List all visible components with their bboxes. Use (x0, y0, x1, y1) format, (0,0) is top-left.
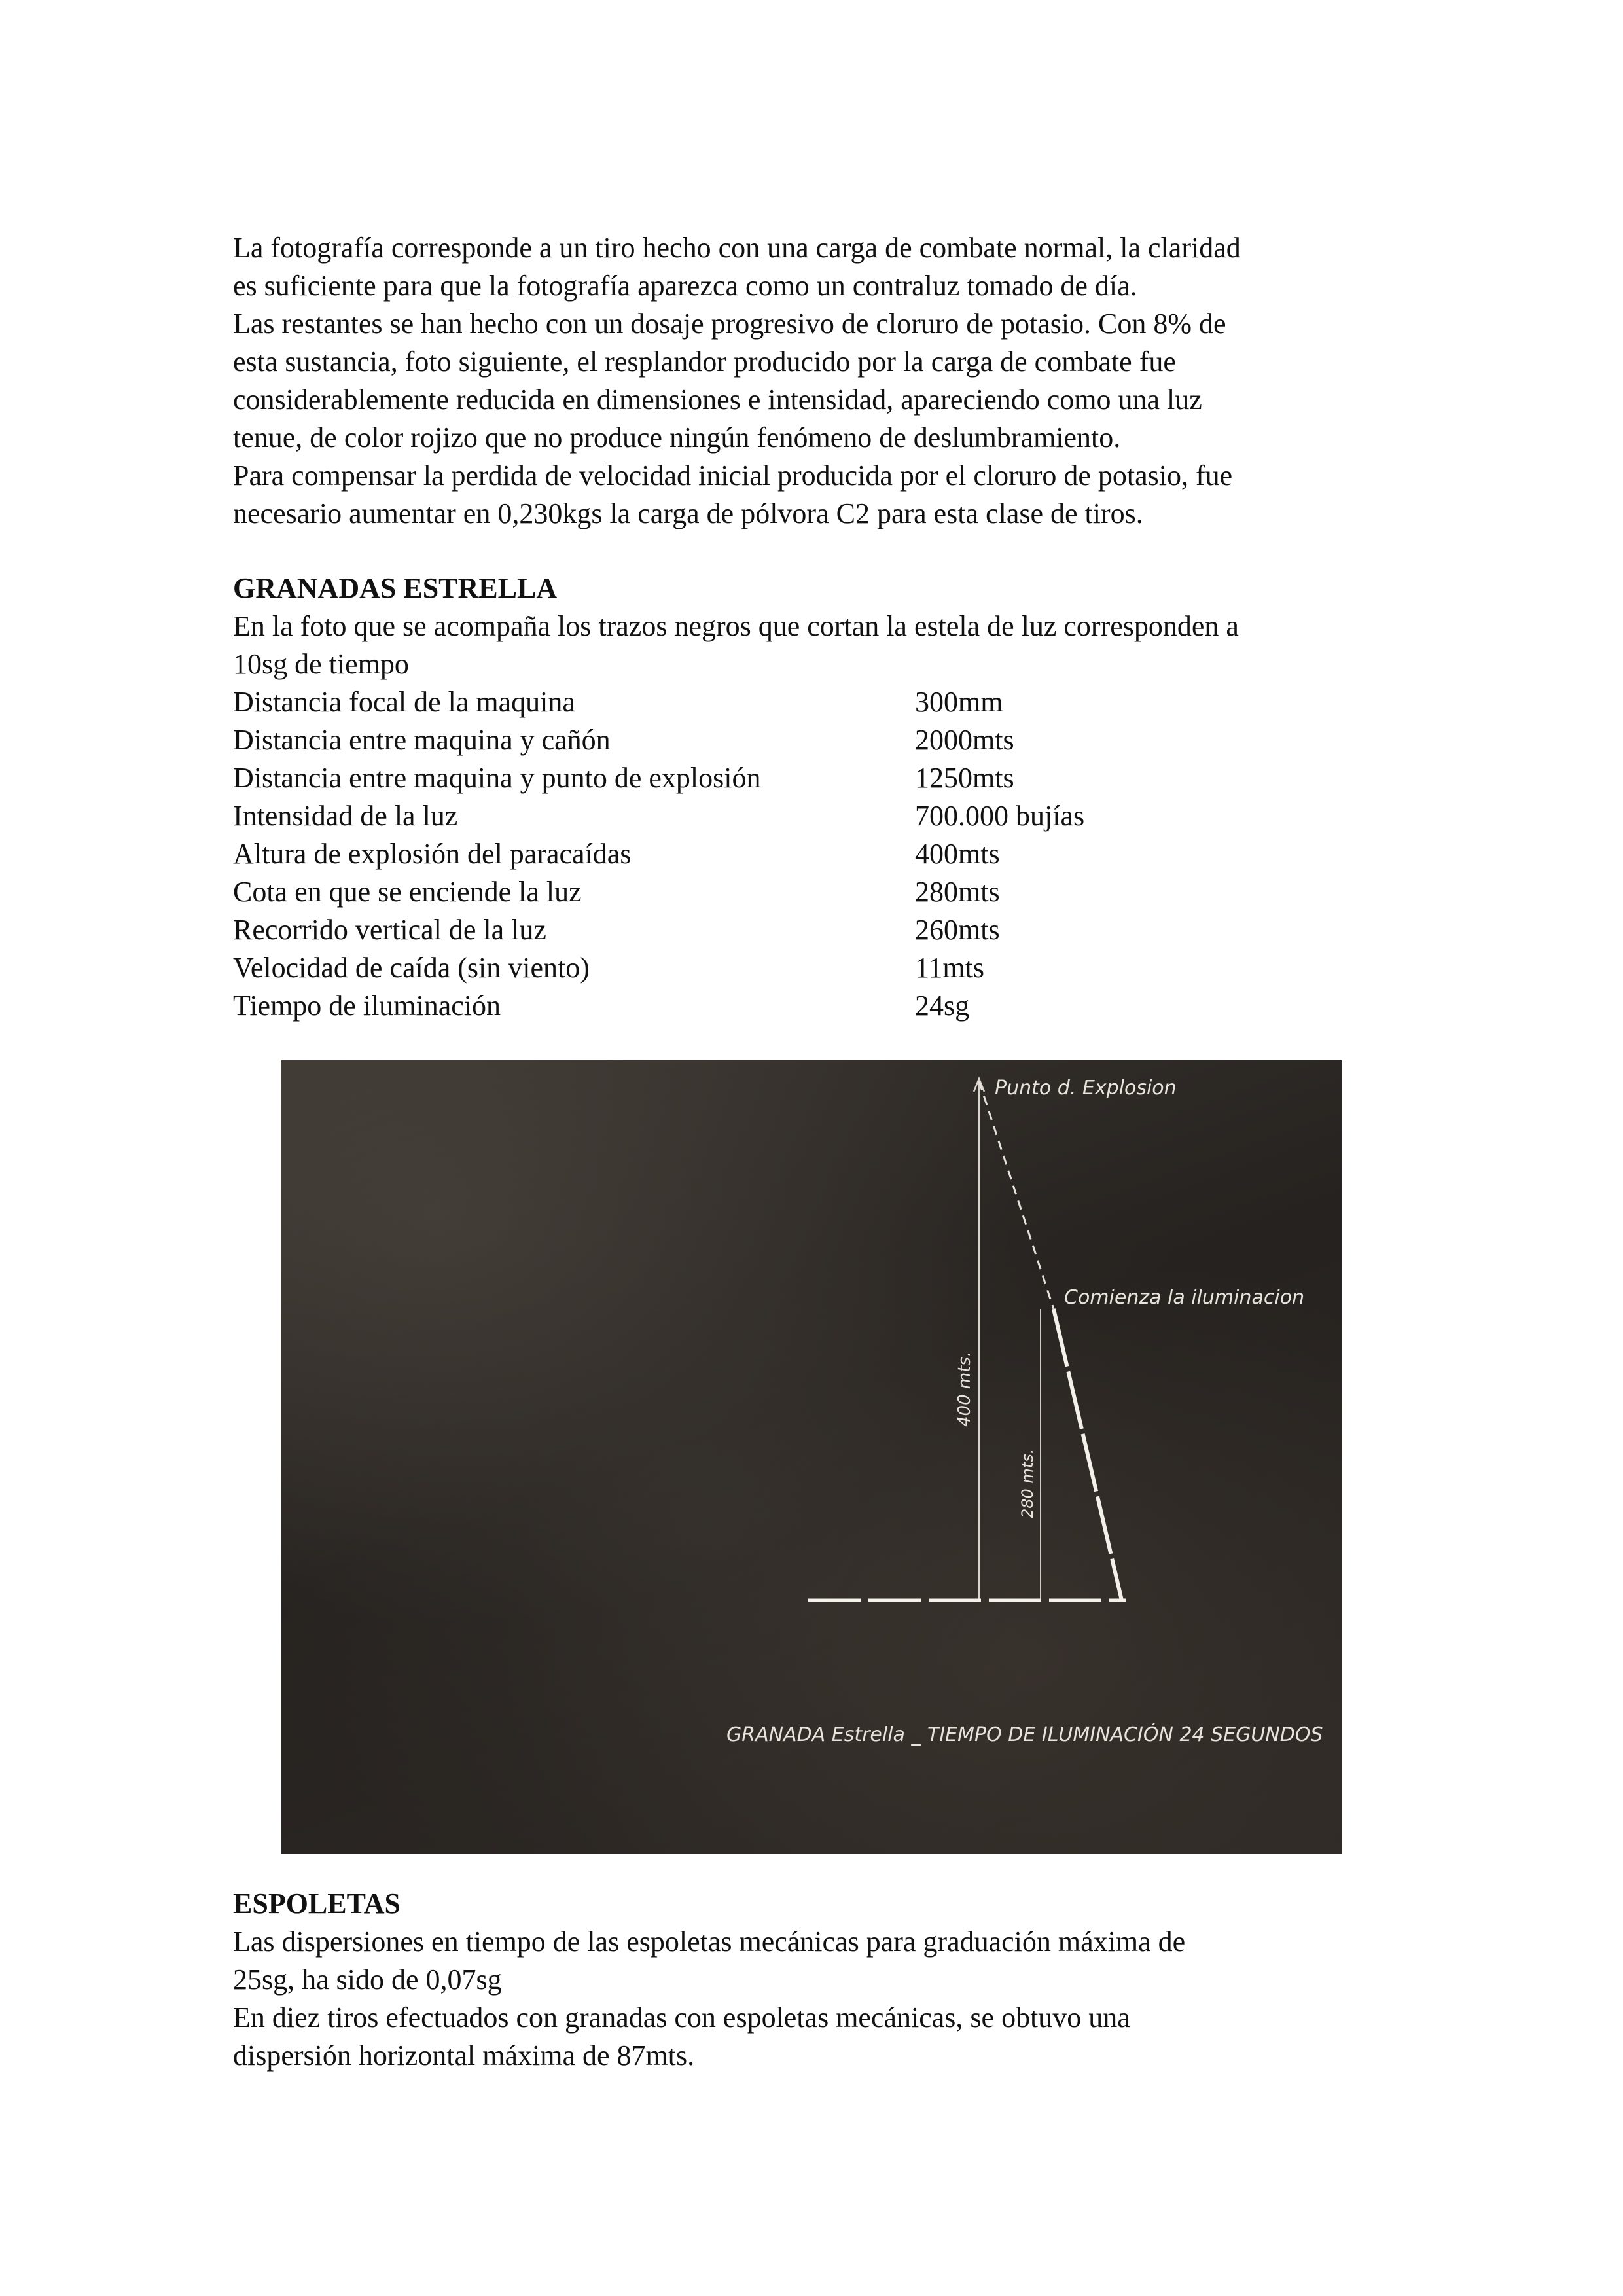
spec-value: 1250mts (915, 762, 1014, 794)
table-row (233, 873, 1177, 911)
spec-label: Distancia focal de la maquina (233, 686, 575, 718)
star-shell-photo (281, 1060, 1342, 1854)
spec-value: 300mm (915, 686, 1003, 718)
spec-value: 2000mts (915, 724, 1014, 756)
label-280-mts: 280 mts. (1018, 1448, 1037, 1518)
espoletas-heading: ESPOLETAS (233, 1888, 401, 1920)
table-row (233, 949, 1177, 987)
table-row (233, 987, 1177, 1025)
table-row (233, 721, 1177, 759)
label-400-mts: 400 mts. (955, 1351, 974, 1427)
spec-label: Recorrido vertical de la luz (233, 914, 546, 946)
espoletas-section (233, 1885, 1411, 2075)
spec-label: Tiempo de iluminación (233, 990, 501, 1022)
spec-label: Cota en que se enciende la luz (233, 876, 582, 908)
spec-label: Velocidad de caída (sin viento) (233, 952, 590, 984)
espoletas-paragraph-2: En diez tiros efectuados con granadas con espoletas mecánicas, se obtuvo una dispersión horizontal máxima de 87mts. (233, 2001, 1130, 2072)
table-row (233, 683, 1177, 721)
spec-label: Intensidad de la luz (233, 800, 458, 832)
illumination-start-label: Comienza la iluminacion (1064, 1286, 1305, 1309)
dashed-trajectory-line (979, 1081, 1054, 1309)
intro-paragraph-1: La fotografía corresponde a un tiro hecho con una carga de combate normal, la claridad es suficiente para que la fotografía aparezca como un contraluz tomado de día. (233, 232, 1241, 302)
granadas-intro: En la foto que se acompaña los trazos negros que cortan la estela de luz corresponden a 10sg de tiempo (233, 610, 1239, 680)
spec-table (233, 683, 1177, 1025)
intro-paragraph-2: Las restantes se han hecho con un dosaje progresivo de cloruro de potasio. Con 8% de esta sustancia, foto siguiente, el resplandor producido por la carga de combate fue considerablemente reducida en dimensiones e intensidad, apareciendo como una luz tenue, de color rojizo que no produce ningún fenómeno de deslumbramiento. (233, 308, 1226, 454)
table-row (233, 835, 1177, 873)
spec-value: 700.000 bujías (915, 800, 1085, 832)
table-row (233, 911, 1177, 949)
spec-value: 280mts (915, 876, 1000, 908)
spec-label: Distancia entre maquina y punto de explosión (233, 762, 761, 794)
spec-value: 260mts (915, 914, 1000, 946)
spec-value: 11mts (915, 952, 984, 984)
light-trail (1054, 1309, 1122, 1600)
table-row (233, 759, 1177, 797)
intro-section (233, 229, 1411, 533)
spec-label: Distancia entre maquina y cañón (233, 724, 611, 756)
photo-caption: GRANADA Estrella _ TIEMPO DE ILUMINACIÓN 24 SEGUNDOS (726, 1723, 1323, 1746)
spec-value: 24sg (915, 990, 970, 1022)
granadas-heading: GRANADAS ESTRELLA (233, 572, 558, 604)
intro-paragraph-3: Para compensar la perdida de velocidad inicial producida por el cloruro de potasio, fue necesario aumentar en 0,230kgs la carga de pólvora C2 para esta clase de tiros. (233, 459, 1233, 529)
spec-label: Altura de explosión del paracaídas (233, 838, 632, 870)
spec-value: 400mts (915, 838, 1000, 870)
explosion-point-label: Punto d. Explosion (995, 1077, 1177, 1100)
espoletas-paragraph-1: Las dispersiones en tiempo de las espoletas mecánicas para graduación máxima de 25sg, ha sido de 0,07sg (233, 1926, 1186, 1996)
photo-annotations (281, 1060, 1342, 1854)
table-row (233, 797, 1177, 835)
granadas-section (233, 569, 1411, 1025)
